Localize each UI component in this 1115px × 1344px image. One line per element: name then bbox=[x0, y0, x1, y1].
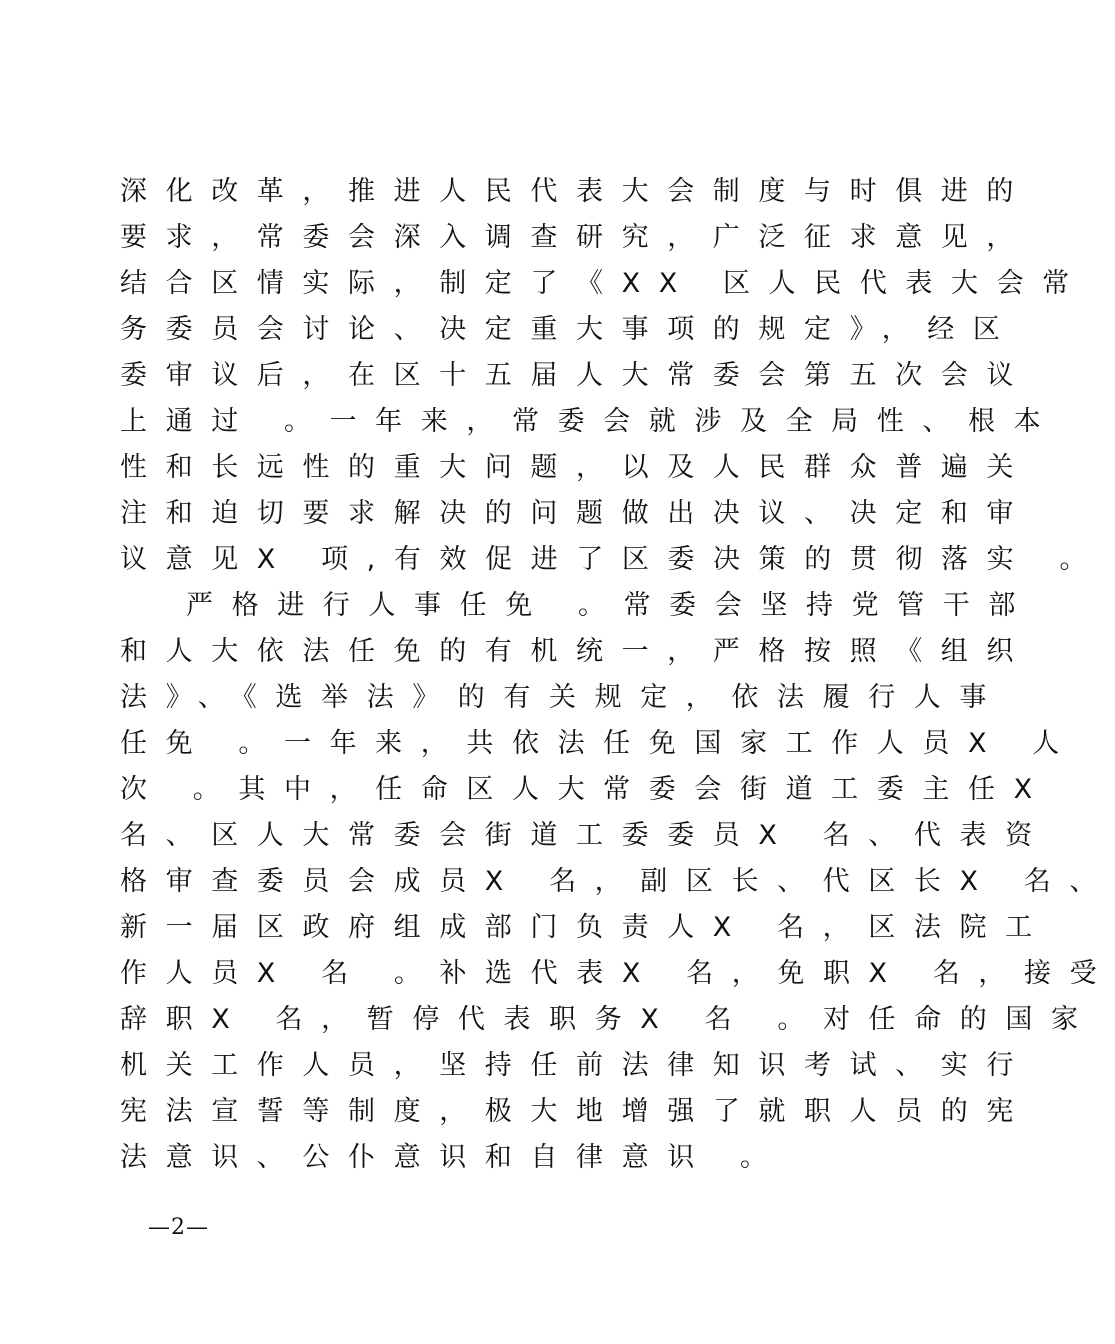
text-line: 格审查委员会成员X 名，副区长、代区长X 名、 bbox=[120, 866, 1115, 897]
text-line: 新一届区政府组成部门负责人X 名，区法院工 bbox=[120, 912, 1051, 943]
text-line: 名、区人大常委会街道工委委员X 名、代表资 bbox=[120, 820, 1051, 851]
text-line: 法意识、公仆意识和自律意识 。 bbox=[120, 1142, 786, 1173]
text-line: 辞职X 名，暂停代表职务X 名 。对任命的国家 bbox=[120, 1004, 1097, 1035]
text-line: 任免 。一年来，共依法任免国家工作人员X 人 bbox=[120, 728, 1078, 759]
text-line: 上通过 。一年来，常委会就涉及全局性、根本 bbox=[120, 406, 1060, 437]
text-line: 宪法宣誓等制度，极大地增强了就职人员的宪 bbox=[120, 1096, 1032, 1127]
text-line: 要求，常委会深入调查研究，广泛征求意见， bbox=[120, 222, 1032, 253]
text-line: 和人大依法任免的有机统一，严格按照《组织 bbox=[120, 636, 1032, 667]
text-line: 结合区情实际，制定了《XX 区人民代表大会常 bbox=[120, 268, 1088, 299]
text-line: 深化改革，推进人民代表大会制度与时俱进的 bbox=[120, 176, 1032, 207]
text-line: 次 。其中，任命区人大常委会街道工委主任X bbox=[120, 774, 1051, 805]
text-line: 议意见X 项,有效促进了区委决策的贯彻落实 。 bbox=[120, 544, 1106, 575]
text-line: 法》、《选举法》的有关规定，依法履行人事 bbox=[120, 682, 1005, 713]
text-line: 作人员X 名 。补选代表X 名，免职X 名，接受 bbox=[120, 958, 1115, 989]
page-number: —2— bbox=[148, 1215, 209, 1240]
text-line: 机关工作人员，坚持任前法律知识考试、实行 bbox=[120, 1050, 1032, 1081]
text-line: 务委员会讨论、决定重大事项的规定》，经区 bbox=[120, 314, 1019, 345]
text-line: 注和迫切要求解决的问题做出决议、决定和审 bbox=[120, 498, 1032, 529]
paragraph-heading-line: 严格进行人事任免 。常委会坚持党管干部 bbox=[186, 590, 1034, 621]
text-line: 委审议后，在区十五届人大常委会第五次会议 bbox=[120, 360, 1032, 391]
text-line: 性和长远性的重大问题，以及人民群众普遍关 bbox=[120, 452, 1032, 483]
